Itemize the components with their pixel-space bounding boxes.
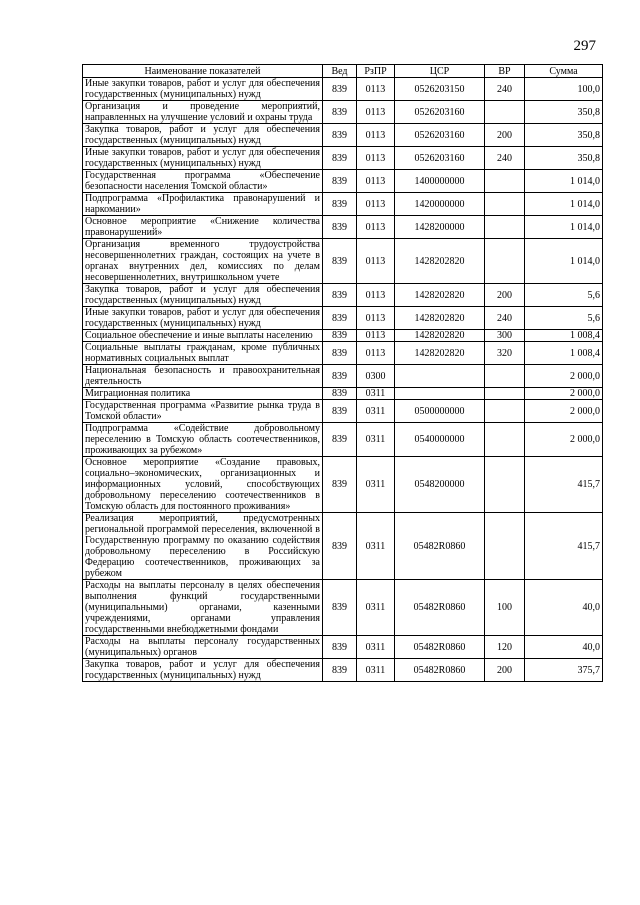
row-name-cell: Основное мероприятие «Создание правовых, социально–экономических, организационных и информационных условий, способствующих добровольному переселению соотечественников в Томскую область для постоянного проживания» [83,457,323,513]
table-row [83,147,603,170]
table-header-row [83,65,603,78]
row-sum-cell: 350,8 [525,147,603,170]
row-name-cell: Социальное обеспечение и иные выплаты населению [83,330,323,342]
row-vr-cell: 120 [485,636,525,659]
row-ved-cell: 839 [323,307,357,330]
row-sum-cell: 415,7 [525,513,603,580]
row-name-cell: Иные закупки товаров, работ и услуг для обеспечения государственных (муниципальных) нужд [83,78,323,101]
row-csr-cell: 05482R0860 [395,636,485,659]
row-ved-cell: 839 [323,342,357,365]
row-csr-cell: 0526203160 [395,101,485,124]
row-rzpr-cell: 0311 [357,457,395,513]
row-vr-cell: 200 [485,284,525,307]
row-sum-cell: 2 000,0 [525,365,603,388]
row-name-cell: Государственная программа «Развитие рынка труда в Томской области» [83,400,323,423]
table-row [83,513,603,580]
row-sum-cell: 350,8 [525,101,603,124]
table-row [83,342,603,365]
row-csr-cell: 0548200000 [395,457,485,513]
row-vr-cell [485,170,525,193]
table-body [83,78,603,682]
row-sum-cell: 1 014,0 [525,193,603,216]
row-ved-cell: 839 [323,365,357,388]
row-rzpr-cell: 0113 [357,101,395,124]
row-ved-cell: 839 [323,284,357,307]
row-csr-cell: 1428202820 [395,307,485,330]
table-row [83,330,603,342]
row-ved-cell: 839 [323,388,357,400]
row-ved-cell: 839 [323,124,357,147]
table-row [83,457,603,513]
row-sum-cell: 5,6 [525,284,603,307]
row-rzpr-cell: 0300 [357,365,395,388]
row-ved-cell: 839 [323,193,357,216]
row-name-cell: Подпрограмма «Содействие добровольному переселению в Томскую область соотечественников, проживающих за рубежом» [83,423,323,457]
page-number: 297 [573,38,596,54]
row-csr-cell: 05482R0860 [395,513,485,580]
row-vr-cell: 240 [485,78,525,101]
row-sum-cell: 40,0 [525,580,603,636]
table-row [83,636,603,659]
row-ved-cell: 839 [323,400,357,423]
row-csr-cell: 0526203160 [395,124,485,147]
row-vr-cell: 320 [485,342,525,365]
row-rzpr-cell: 0113 [357,216,395,239]
row-sum-cell: 1 008,4 [525,342,603,365]
row-vr-cell [485,388,525,400]
row-rzpr-cell: 0113 [357,147,395,170]
row-vr-cell: 200 [485,659,525,682]
row-ved-cell: 839 [323,457,357,513]
row-csr-cell: 1428202820 [395,342,485,365]
row-csr-cell: 0526203160 [395,147,485,170]
row-rzpr-cell: 0113 [357,193,395,216]
table-row [83,423,603,457]
row-csr-cell: 05482R0860 [395,659,485,682]
row-name-cell: Расходы на выплаты персоналу государственных (муниципальных) органов [83,636,323,659]
row-csr-cell: 1428202820 [395,284,485,307]
row-csr-cell: 1428202820 [395,239,485,284]
row-csr-cell: 1400000000 [395,170,485,193]
row-csr-cell: 05482R0860 [395,580,485,636]
table-row [83,101,603,124]
row-ved-cell: 839 [323,216,357,239]
row-rzpr-cell: 0113 [357,78,395,101]
table-row [83,659,603,682]
row-sum-cell: 1 008,4 [525,330,603,342]
header-csr: ЦСР [395,65,485,78]
table-row [83,365,603,388]
row-ved-cell: 839 [323,78,357,101]
row-ved-cell: 839 [323,423,357,457]
header-rzpr: РзПР [357,65,395,78]
row-vr-cell: 100 [485,580,525,636]
row-sum-cell: 5,6 [525,307,603,330]
row-ved-cell: 839 [323,170,357,193]
row-vr-cell: 240 [485,307,525,330]
row-rzpr-cell: 0113 [357,170,395,193]
row-ved-cell: 839 [323,513,357,580]
row-sum-cell: 100,0 [525,78,603,101]
table-row [83,216,603,239]
row-name-cell: Иные закупки товаров, работ и услуг для обеспечения государственных (муниципальных) нужд [83,307,323,330]
row-csr-cell: 1428202820 [395,330,485,342]
row-name-cell: Социальные выплаты гражданам, кроме публичных нормативных социальных выплат [83,342,323,365]
row-name-cell: Основное мероприятие «Снижение количества правонарушений» [83,216,323,239]
table-row [83,193,603,216]
row-vr-cell: 240 [485,147,525,170]
budget-table [82,64,603,682]
header-vr: ВР [485,65,525,78]
row-vr-cell [485,239,525,284]
row-rzpr-cell: 0311 [357,388,395,400]
row-sum-cell: 2 000,0 [525,423,603,457]
row-name-cell: Реализация мероприятий, предусмотренных региональной программой переселения, включенной в Государственную программу по оказанию содействия добровольному переселению в Российскую Федерацию соотечественников, проживающих за рубежом [83,513,323,580]
row-name-cell: Организация временного трудоустройства несовершеннолетних граждан, состоящих на учете в органах внутренних дел, комиссиях по делам несовершеннолетних, внутришкольном учете [83,239,323,284]
row-name-cell: Национальная безопасность и правоохранительная деятельность [83,365,323,388]
row-rzpr-cell: 0113 [357,124,395,147]
row-rzpr-cell: 0311 [357,513,395,580]
row-sum-cell: 40,0 [525,636,603,659]
row-ved-cell: 839 [323,239,357,284]
row-rzpr-cell: 0311 [357,580,395,636]
row-csr-cell: 1428200000 [395,216,485,239]
row-vr-cell: 200 [485,124,525,147]
row-sum-cell: 1 014,0 [525,216,603,239]
row-rzpr-cell: 0311 [357,423,395,457]
row-vr-cell [485,216,525,239]
row-ved-cell: 839 [323,636,357,659]
row-csr-cell: 0500000000 [395,400,485,423]
row-sum-cell: 1 014,0 [525,239,603,284]
row-rzpr-cell: 0311 [357,659,395,682]
row-csr-cell: 0540000000 [395,423,485,457]
row-rzpr-cell: 0113 [357,330,395,342]
row-ved-cell: 839 [323,659,357,682]
row-rzpr-cell: 0113 [357,284,395,307]
row-rzpr-cell: 0311 [357,636,395,659]
row-sum-cell: 2 000,0 [525,388,603,400]
header-ved: Вед [323,65,357,78]
row-vr-cell [485,365,525,388]
row-sum-cell: 1 014,0 [525,170,603,193]
table-row [83,124,603,147]
row-csr-cell: 1420000000 [395,193,485,216]
table-row [83,307,603,330]
row-name-cell: Закупка товаров, работ и услуг для обеспечения государственных (муниципальных) нужд [83,659,323,682]
table-row [83,388,603,400]
row-vr-cell [485,193,525,216]
row-rzpr-cell: 0113 [357,307,395,330]
row-ved-cell: 839 [323,580,357,636]
table-row [83,78,603,101]
row-name-cell: Иные закупки товаров, работ и услуг для обеспечения государственных (муниципальных) нужд [83,147,323,170]
header-sum: Сумма [525,65,603,78]
row-vr-cell [485,101,525,124]
row-csr-cell: 0526203150 [395,78,485,101]
row-name-cell: Закупка товаров, работ и услуг для обеспечения государственных (муниципальных) нужд [83,284,323,307]
row-ved-cell: 839 [323,330,357,342]
row-sum-cell: 2 000,0 [525,400,603,423]
table-row [83,170,603,193]
table-row [83,400,603,423]
row-name-cell: Государственная программа «Обеспечение безопасности населения Томской области» [83,170,323,193]
row-vr-cell [485,423,525,457]
row-vr-cell [485,400,525,423]
row-vr-cell: 300 [485,330,525,342]
row-ved-cell: 839 [323,147,357,170]
row-vr-cell [485,457,525,513]
row-rzpr-cell: 0113 [357,239,395,284]
row-ved-cell: 839 [323,101,357,124]
row-sum-cell: 415,7 [525,457,603,513]
row-rzpr-cell: 0311 [357,400,395,423]
row-vr-cell [485,513,525,580]
row-sum-cell: 350,8 [525,124,603,147]
row-name-cell: Расходы на выплаты персоналу в целях обеспечения выполнения функций государственными (муниципальными) органами, казенными учреждениями, органами управления государственными внебюджетными фондами [83,580,323,636]
table-row [83,239,603,284]
header-name: Наименование показателей [83,65,323,78]
table-row [83,284,603,307]
table-row [83,580,603,636]
row-csr-cell [395,365,485,388]
row-sum-cell: 375,7 [525,659,603,682]
row-name-cell: Подпрограмма «Профилактика правонарушений и наркомании» [83,193,323,216]
row-name-cell: Организация и проведение мероприятий, направленных на улучшение условий и охраны труда [83,101,323,124]
row-name-cell: Закупка товаров, работ и услуг для обеспечения государственных (муниципальных) нужд [83,124,323,147]
row-rzpr-cell: 0113 [357,342,395,365]
row-csr-cell [395,388,485,400]
row-name-cell: Миграционная политика [83,388,323,400]
